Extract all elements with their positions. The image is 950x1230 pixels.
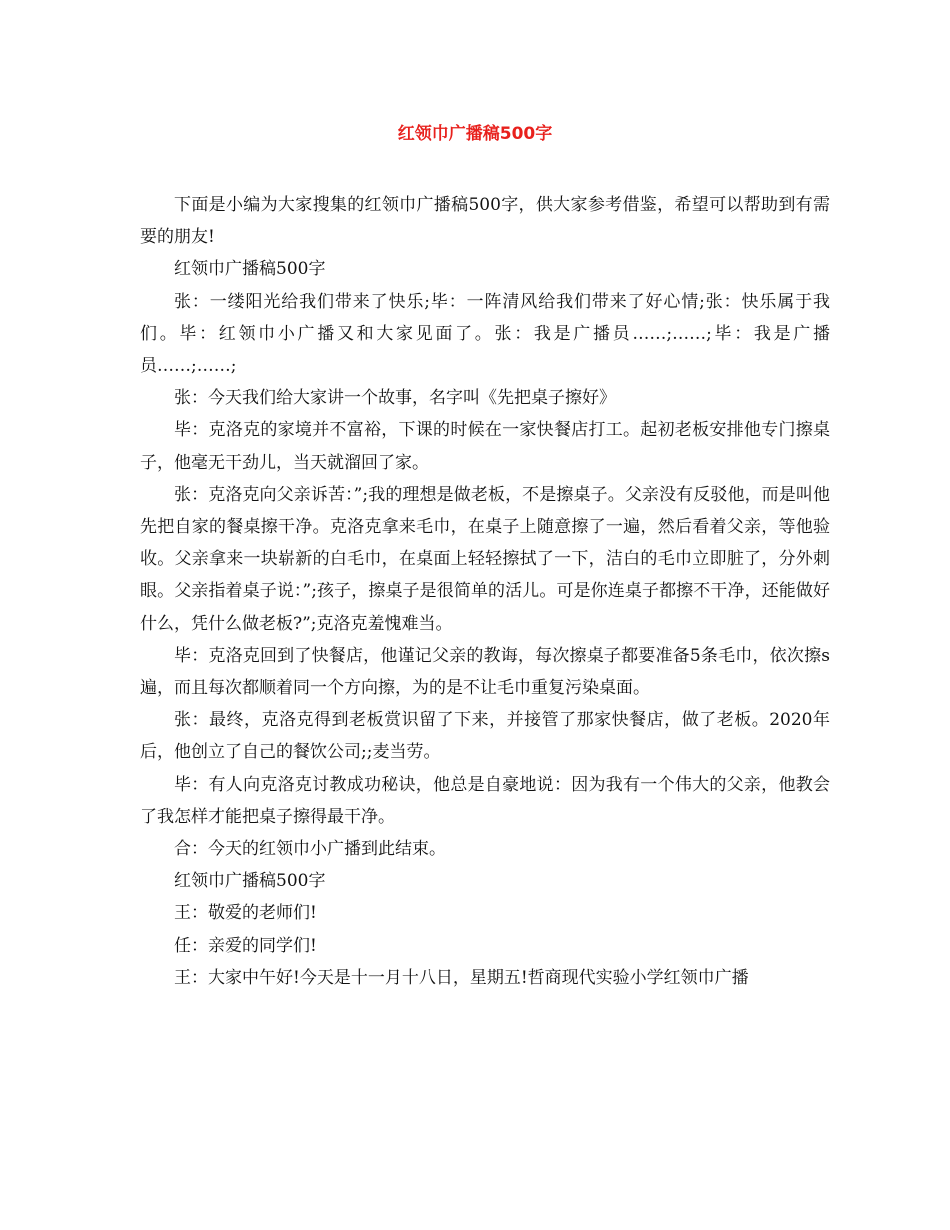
paragraph: 毕：有人向克洛克讨教成功秘诀，他总是自豪地说：因为我有一个伟大的父亲，他教会了我怎样才能把桌子擦得最干净。 [140,774,830,827]
paragraph: 张：今天我们给大家讲一个故事，名字叫《先把桌子擦好》 [174,388,616,409]
paragraph: 毕：克洛克回到了快餐店，他谨记父亲的教诲，每次擦桌子都要准备5条毛巾，依次擦s遍，而且每次都顺着同一个方向擦，为的是不让毛巾重复污染桌面。 [140,645,830,699]
paragraph: 红领巾广播稿500字 [174,871,326,892]
paragraph: 张：克洛克向父亲诉苦：”;我的理想是做老板，不是擦桌子。父亲没有反驳他，而是叫他先把自家的餐桌擦干净。克洛克拿来毛巾，在桌子上随意擦了一遍，然后看着父亲，等他验收。父亲拿来一块崭新的白毛巾，在桌面上轻轻擦拭了一下，洁白的毛巾立即脏了，分外刺眼。父亲指着桌子说：”;孩子，擦桌子是很简单的活儿。可是你连桌子都擦不干净，还能做好什么，凭什么做老板?”;克洛克羞愧难当。 [140,484,830,634]
paragraph: 任：亲爱的同学们! [174,935,317,956]
paragraph: 张：最终，克洛克得到老板赏识留了下来，并接管了那家快餐店，做了老板。2020年后，他创立了自己的餐饮公司;;麦当劳。 [140,710,830,763]
paragraph: 合：今天的红领巾小广播到此结束。 [174,839,446,860]
document-title: 红领巾广播稿500字 [397,124,553,144]
paragraph: 王：大家中午好!今天是十一月十八日，星期五!哲商现代实验小学红领巾广播 [174,967,749,988]
document-body [140,189,830,994]
paragraph: 下面是小编为大家搜集的红领巾广播稿500字，供大家参考借鉴，希望可以帮助到有需要的朋友! [140,195,830,248]
paragraph: 红领巾广播稿500字 [174,259,326,280]
paragraph: 张：一缕阳光给我们带来了快乐;毕：一阵清风给我们带来了好心情;张：快乐属于我们。毕：红领巾小广播又和大家见面了。张：我是广播员……;……;毕：我是广播员……;……; [140,291,830,377]
paragraph: 王：敬爱的老师们! [174,903,317,924]
paragraph: 毕：克洛克的家境并不富裕，下课的时候在一家快餐店打工。起初老板安排他专门擦桌子，他毫无干劲儿，当天就溜回了家。 [140,420,830,473]
